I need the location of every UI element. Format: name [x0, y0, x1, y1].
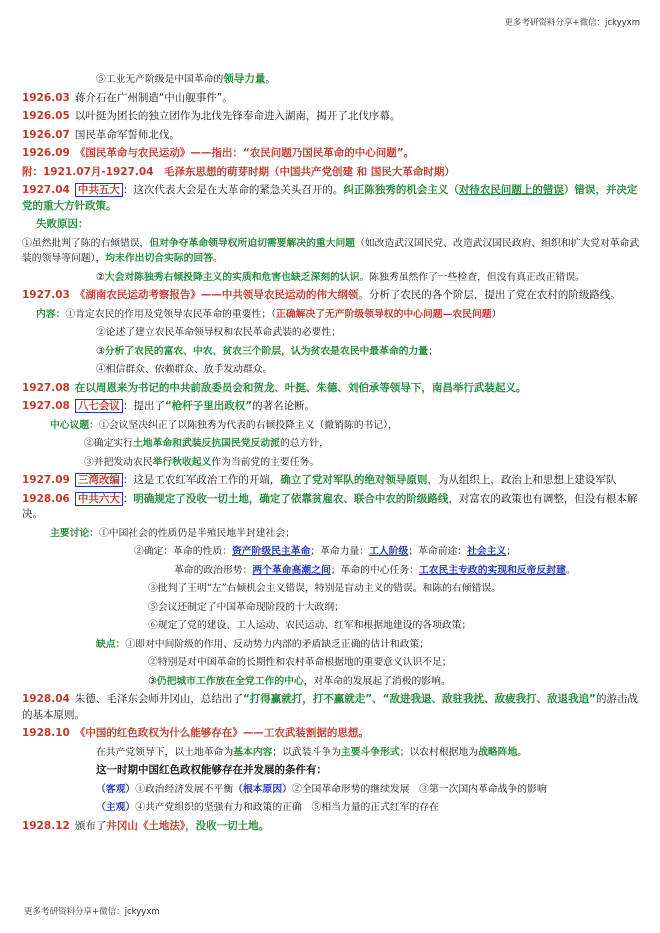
boxed-keyword: 八七会议 — [75, 399, 123, 413]
conditions-heading: 这一时期中国红色政权能够存在并发展的条件有： — [96, 764, 327, 776]
entry-date: 1927.09 — [22, 474, 70, 486]
entry-1927-09: 1927.09 三湾改编 ：这是工农红军政治工作的开端，确立了党对军队的绝对领导原则，为从组织上，政治上和思想上建设军队 — [22, 474, 617, 486]
report-content-1: 内容：①肯定农民的作用及党领导农民革命的重要性；（正确解决了无产阶级领导权的中心问题—农民问题） — [36, 308, 502, 320]
entry-1927-08-nanchang: 1927.08 在以周恩来为书记的中共前敌委员会和贺龙、叶挺、朱德、刘伯承等领导下，南昌举行武装起义。 — [22, 381, 527, 394]
report-content-3: ③分析了农民的富农、中农、贫农三个阶层，认为贫农是农民中最革命的力量； — [96, 345, 438, 357]
central-topic-label: 中心议题： — [50, 419, 99, 431]
entry-date: 1926.09 — [22, 147, 70, 159]
entry-date: 1928.10 — [22, 727, 70, 739]
boxed-keyword: 三湾改编 — [75, 473, 123, 487]
document-body — [22, 72, 644, 837]
main-discussion-5: ⑤会议还制定了中国革命现阶段的十大政纲； — [148, 601, 344, 613]
entry-date: 1926.05 — [22, 110, 70, 122]
report-content-2: ②论述了建立农民革命领导权和农民革命武装的必要性； — [96, 327, 341, 338]
entry-1927-08-baqi: 1927.08 八七会议 ：提出了“枪杆子里出政权”的著名论断。 — [22, 400, 316, 412]
page-footer: 更多考研资料分享+微信：jckyyxm — [24, 907, 160, 917]
entry-1928-04: 1928.04 朱德、毛泽东会师井冈山，总结出了“打得赢就打，打不赢就走”、“敌进我退、敌驻我扰、敌疲我打、敌退我追”的游击战的基本原则。 — [22, 693, 638, 721]
entry-date: 1926.03 — [22, 91, 70, 104]
entry-1926-07: 1926.07 国民革命军誓师北伐。 — [22, 128, 180, 141]
appendix-note: 附：1921.07月-1927.04 毛泽东思想的萌芽时期（中国共产党创建 和 国民大革命时期） — [22, 165, 455, 178]
central-topic-1: 中心议题：①会议坚决纠正了以陈独秀为代表的右倾投降主义（撤销陈的书记）， — [50, 419, 398, 431]
main-discussion-3: ③批判了王明“左”右倾机会主义错误，特别是盲动主义的错误。和陈的右倾错误。 — [148, 583, 501, 594]
page-header: 更多考研资料分享+微信：jckyyxm — [504, 18, 640, 28]
red-regime-summary: 在共产党领导下，以土地革命为基本内容；以武装斗争为主要斗争形式；以农村根据地为战略阵地。 — [96, 746, 528, 758]
boxed-keyword: 中共六大 — [75, 492, 123, 506]
entry-1927-04: 1927.04 中共五大 ：这次代表大会是在大革命的紧急关头召开的。纠正陈独秀的机会主义（对待农民问题上的错误）错误，并决定党的重大方针政策。 — [22, 184, 638, 212]
conditions-objective: （客观）①政治经济发展不平衡（根本原因）②全国革命形势的继续发展 ③第一次国内革命战争的影响 — [96, 783, 547, 795]
central-topic-3: ③并把发动农民举行秋收起义作为当前党的主要任务。 — [84, 456, 320, 468]
entry-1927-03: 1927.03 《湖南农民运动考察报告》——中共领导农民运动的伟大纲领。分析了农民的各个阶层，提出了党在农村的阶级路线。 — [22, 289, 621, 301]
boxed-keyword: 中共五大 — [75, 183, 123, 197]
shortcoming-2: ②特别是对中国革命的长期性和农村革命根据地的重要意义认识不足； — [148, 657, 452, 668]
central-topic-2: ②确定实行土地革命和武装反抗国民党反动派的总方针， — [84, 438, 329, 449]
entry-date: 1926.07 — [22, 128, 70, 141]
entry-1928-06: 1928.06 中共六大 ：明确规定了没收一切土地，确定了依靠贫雇农、联合中农的阶级路线，对富农的政策也有调整，但没有根本解决。 — [22, 492, 638, 520]
conditions-subjective: （主观）④共产党组织的坚强有力和政策的正确 ⑤相当力量的正式红军的存在 — [96, 802, 439, 813]
entry-1928-12: 1928.12 颁布了井冈山《土地法》，没收一切土地。 — [22, 819, 270, 832]
shortcoming-label: 缺点： — [96, 638, 126, 650]
line-proletariat: ⑤工业无产阶级是中国革命的领导力量。 — [96, 73, 276, 85]
entry-1928-10: 1928.10 《中国的红色政权为什么能够存在》——工农武装割据的思想。 — [22, 727, 369, 739]
main-discussion-1: 主要讨论：①中国社会的性质仍是半殖民地半封建社会； — [50, 527, 295, 539]
entry-date: 1927.08 — [22, 381, 70, 394]
failure-reason-2: ②大会对陈独秀右倾投降主义的实质和危害也缺乏深刻的认识。陈独秀虽然作了一些检查，但没有真正改正错误。 — [96, 271, 585, 283]
entry-date: 1927.04 — [22, 184, 70, 196]
entry-1926-03: 1926.03 蒋介石在广州制造“中山舰事件”。 — [22, 91, 233, 104]
entry-1926-09: 1926.09 《国民革命与农民运动》——指出：“农民问题乃国民革命的中心问题”。 — [22, 147, 415, 159]
main-discussion-label: 主要讨论： — [50, 527, 99, 539]
main-discussion-2b: 革命的政治形势：两个革命高潮之间；革命的中心任务：工农民主专政的实现和反帝反封建。 — [174, 564, 576, 576]
main-discussion-6: ⑥规定了党的建设、工人运动、农民运动、红军和根据地建设的各项政策； — [148, 620, 472, 631]
failure-reasons-label: 失败原因： — [36, 218, 89, 230]
failure-reason-1: ①虽然批判了陈的右倾错误，但对争夺革命领导权所迫切需要解决的重大问题（如改造武汉国民党、改造武汉国民政府、组织和扩大党对革命武装的领导等问题），均未作出切合实际的回答。 — [22, 237, 640, 264]
shortcoming-3: ③仍把城市工作放在全党工作的中心，对革命的发展起了消极的影响。 — [148, 675, 451, 687]
entry-date: 1927.03 — [22, 289, 70, 301]
main-discussion-2: ②确定：革命的性质：资产阶级民主革命；革命力量：工人阶级；革命前途：社会主义； — [134, 546, 517, 557]
report-content-4: ④相信群众、依赖群众、放手发动群众。 — [96, 364, 273, 375]
entry-date: 1928.04 — [22, 693, 70, 705]
entry-date: 1928.06 — [22, 492, 70, 505]
shortcoming-1: 缺点：①即对中间阶级的作用、反动势力内部的矛盾缺乏正确的估计和政策； — [96, 638, 430, 650]
entry-1926-05: 1926.05 以叶挺为团长的独立团作为北伐先锋奉命进入湖南，揭开了北伐序幕。 — [22, 110, 401, 122]
content-label: 内容： — [36, 308, 66, 320]
entry-date: 1928.12 — [22, 819, 70, 832]
entry-date: 1927.08 — [22, 400, 70, 412]
